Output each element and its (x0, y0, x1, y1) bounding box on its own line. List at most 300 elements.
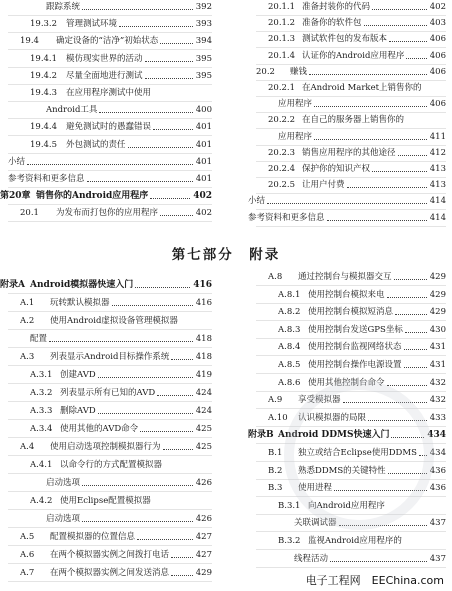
toc-entry-title: 跟踪系统 (46, 2, 81, 12)
row-divider (8, 347, 212, 348)
toc-entry-number: B.2 (268, 465, 283, 476)
toc-entry (30, 386, 212, 400)
toc-entry-title: 配置 (30, 334, 48, 344)
toc-entry-number: 20.2.3 (268, 147, 296, 158)
toc-entry-title: 启动选项 (46, 514, 81, 524)
toc-entry-page: 429 (429, 289, 446, 300)
toc-leader-dots (119, 17, 193, 27)
toc-entry-number: 19.4.5 (30, 139, 58, 150)
site-footer: 电子工程网 EEChina.com (305, 574, 444, 587)
toc-leader-dots (49, 332, 193, 342)
toc-entry-page: 413 (429, 164, 446, 174)
toc-leader-dots (406, 49, 427, 59)
toc-entry (278, 305, 446, 319)
toc-entry-number: A.8.5 (278, 360, 301, 370)
toc-entry-title: 独立或结合Eclipse使用DDMS (298, 448, 417, 458)
toc-leader-dots (163, 440, 193, 450)
toc-entry (30, 69, 212, 83)
toc-entry (20, 530, 212, 544)
toc-entry-page: 434 (429, 448, 446, 458)
row-divider (8, 419, 212, 420)
toc-entry-title: 在自己的服务器上销售你的 (302, 115, 405, 126)
toc-entry-number: A.7 (20, 568, 35, 578)
watermark-seal (284, 380, 434, 530)
toc-entry-title: 熟悉DDMS的关键特性 (298, 465, 386, 476)
toc-entry-title: 在Android Market上销售你的 (302, 83, 422, 93)
toc-leader-dots (395, 305, 427, 315)
toc-entry-title: 保护你的知识产权 (302, 164, 371, 174)
toc-entry-page: 402 (193, 191, 212, 202)
toc-leader-dots (387, 376, 427, 386)
toc-leader-dots (364, 16, 427, 26)
row-divider (8, 187, 212, 188)
toc-leader-dots (82, 512, 193, 522)
toc-entry-title: 避免测试时的愚蠢错误 (66, 122, 152, 133)
toc-entry (0, 189, 212, 203)
toc-entry-number: A.6 (20, 550, 35, 560)
toc-entry-page: 411 (429, 131, 446, 142)
toc-entry (268, 0, 446, 14)
toc-entry-number: A.3.4 (30, 424, 53, 434)
toc-entry-title: Android模拟器快速入门 (30, 280, 134, 290)
toc-entry-number: 19.3.2 (30, 19, 58, 30)
toc-entry-title: 使用控制台模拟来电 (308, 289, 385, 300)
toc-entry-title: 应用程序 (278, 99, 313, 110)
toc-entry-page: 436 (429, 483, 446, 494)
toc-entry-title: 删除AVD (60, 406, 96, 416)
toc-entry-title: 确定设备的“洁净”初始状态 (56, 36, 159, 47)
toc-entry (278, 358, 446, 372)
toc-entry-number: 小结 (8, 156, 26, 167)
toc-leader-dots (387, 288, 427, 298)
toc-leader-dots (82, 0, 193, 10)
toc-entry-title: 在两个模拟器实例之间拨打电话 (50, 550, 170, 560)
toc-entry-page: 429 (195, 568, 212, 578)
toc-entry (30, 138, 212, 152)
toc-entry (30, 404, 212, 418)
toc-leader-dots (153, 120, 193, 130)
toc-entry-title: 让用户付费 (302, 180, 345, 191)
toc-entry-title: 使用控制台监视网络状态 (308, 342, 402, 353)
row-divider (256, 549, 446, 550)
toc-leader-dots (99, 103, 193, 113)
toc-entry (278, 97, 446, 111)
row-divider (256, 303, 446, 304)
toc-entry-number: 参考资料和更多信息 (248, 212, 325, 223)
toc-entry-number: A.4.1 (30, 460, 53, 470)
toc-entry (268, 270, 446, 284)
toc-entry (46, 0, 212, 14)
toc-leader-dots (87, 172, 193, 182)
toc-entry-page: 414 (429, 212, 446, 223)
toc-leader-dots (135, 278, 190, 288)
toc-entry-title: 以命令行的方式配置模拟器 (60, 460, 163, 470)
toc-entry-title: 认证你的Android应用程序 (302, 50, 405, 61)
row-divider (8, 437, 212, 438)
toc-leader-dots (314, 97, 427, 107)
toc-entry-title: 使用进程 (298, 483, 333, 494)
row-divider (8, 101, 212, 102)
toc-entry-page: 437 (429, 553, 446, 564)
toc-entry (20, 34, 212, 48)
toc-entry-title: 使用启动选项控制模拟器行为 (50, 442, 161, 452)
toc-entry (30, 17, 212, 31)
toc-entry (20, 566, 212, 580)
toc-entry-number: A.4 (20, 442, 35, 452)
toc-entry-number: B.3.2 (278, 536, 301, 546)
toc-entry-page: 432 (429, 377, 446, 388)
toc-entry-page: 419 (195, 370, 212, 380)
toc-entry-number: 附录A (0, 280, 25, 290)
toc-leader-dots (150, 189, 190, 199)
toc-entry-number: 20.1.2 (268, 18, 296, 29)
toc-leader-dots (394, 270, 427, 280)
toc-leader-dots (405, 323, 427, 333)
toc-entry-page: 425 (195, 442, 212, 452)
toc-entry-title: 外包测试的责任 (66, 139, 126, 150)
toc-entry (8, 155, 212, 169)
toc-entry-number: A.5 (20, 532, 35, 542)
toc-entry (46, 476, 212, 490)
toc-entry-number: 第20章 (0, 191, 31, 202)
toc-entry-page: 416 (195, 298, 212, 308)
toc-entry-page: 394 (195, 36, 212, 47)
toc-leader-dots (145, 52, 193, 62)
toc-entry-page: 414 (429, 196, 446, 207)
toc-entry (30, 368, 212, 382)
toc-entry (20, 314, 212, 328)
toc-entry-page: 434 (427, 430, 446, 441)
toc-entry (46, 103, 212, 117)
toc-entry-title: 认识模拟器的局限 (298, 412, 367, 423)
toc-entry-title: 使用其他控制台命令 (308, 377, 385, 388)
toc-leader-dots (171, 350, 193, 360)
toc-entry-page: 401 (195, 174, 212, 184)
toc-entry-title: 监视Android应用程序的 (308, 536, 402, 546)
row-divider (8, 15, 212, 16)
row-divider (256, 567, 446, 568)
toc-entry-page: 406 (429, 66, 446, 77)
toc-entry-title: Android DDMS快速入门 (278, 430, 390, 441)
row-divider (256, 320, 446, 321)
toc-entry (278, 130, 446, 144)
toc-entry-page: 437 (429, 518, 446, 529)
row-divider (8, 49, 212, 50)
toc-entry (20, 206, 212, 220)
toc-entry (268, 113, 446, 127)
toc-entry-page: 395 (195, 70, 212, 81)
toc-leader-dots (372, 162, 427, 172)
toc-entry-number: A.9 (268, 395, 283, 406)
toc-entry-title: 在应用程序测试中使用 (66, 88, 152, 98)
toc-entry-number: A.3.1 (30, 370, 53, 380)
toc-entry-number: 附录B (248, 430, 274, 441)
toc-entry-number: 小结 (248, 196, 266, 207)
toc-entry (20, 548, 212, 562)
toc-leader-dots (267, 194, 427, 204)
toc-entry (20, 296, 212, 310)
toc-leader-dots (137, 530, 193, 540)
row-divider (8, 153, 212, 154)
row-divider (256, 373, 446, 374)
toc-entry-page: 418 (195, 352, 212, 362)
toc-entry-title: 使用Eclipse配置模拟器 (60, 496, 151, 506)
toc-leader-dots (160, 34, 193, 44)
toc-entry-number: 19.4.2 (30, 70, 58, 81)
toc-entry-number: A.8 (268, 272, 283, 282)
toc-entry-number: A.8.4 (278, 342, 301, 353)
toc-entry-title: 准备你的软件包 (302, 18, 362, 29)
row-divider (8, 329, 212, 330)
row-divider (8, 293, 212, 294)
toc-entry-number: 19.4.4 (30, 122, 58, 133)
toc-entry-number: A.3 (20, 352, 35, 362)
toc-entry-number: A.8.2 (278, 307, 301, 318)
toc-entry-page: 433 (429, 412, 446, 423)
toc-entry-title: 启动选项 (46, 478, 81, 488)
toc-entry-title: 使用控制台操作电源设置 (308, 360, 402, 370)
toc-entry-number: A.4.2 (30, 496, 53, 506)
toc-leader-dots (140, 422, 193, 432)
toc-entry (278, 534, 446, 548)
toc-entry-page: 424 (195, 406, 212, 416)
toc-entry-number: 参考资料和更多信息 (8, 174, 85, 184)
toc-entry-number: 20.2.2 (268, 115, 296, 126)
toc-entry-number: 20.1.1 (268, 2, 296, 12)
toc-entry (20, 350, 212, 364)
toc-entry (30, 458, 212, 472)
toc-leader-dots (327, 211, 427, 221)
toc-entry-page: 416 (193, 280, 212, 290)
toc-entry-number: A.2 (20, 316, 35, 326)
toc-leader-dots (157, 386, 193, 396)
toc-entry-page: 393 (195, 19, 212, 30)
toc-entry-page: 426 (195, 514, 212, 524)
toc-entry-page: 432 (429, 395, 446, 406)
toc-entry-page: 424 (195, 388, 212, 398)
toc-entry-page: 401 (195, 139, 212, 150)
toc-entry-title: Android工具 (46, 105, 98, 116)
toc-entry-title: 销售你的Android应用程序 (36, 191, 149, 202)
toc-leader-dots (128, 138, 193, 148)
toc-entry-title: 向Android应用程序 (308, 500, 385, 511)
row-divider (8, 365, 212, 366)
toc-entry-page: 406 (429, 34, 446, 45)
row-divider (8, 67, 212, 68)
toc-leader-dots (389, 32, 427, 42)
toc-leader-dots (171, 548, 193, 558)
toc-entry-title: 玩转默认模拟器 (50, 298, 110, 308)
toc-entry-page: 401 (195, 156, 212, 167)
row-divider (8, 491, 212, 492)
toc-entry-page: 412 (429, 147, 446, 158)
toc-entry-title: 在两个模拟器实例之间发送消息 (50, 568, 170, 578)
toc-entry-title: 通过控制台与模拟器交互 (298, 272, 392, 282)
toc-entry-number: 20.2.1 (268, 83, 296, 93)
row-divider (8, 221, 212, 222)
toc-entry (30, 52, 212, 66)
toc-entry (20, 440, 212, 454)
toc-leader-dots (330, 552, 427, 562)
toc-leader-dots (171, 566, 193, 576)
toc-leader-dots (309, 65, 427, 75)
toc-entry-page: 427 (195, 550, 212, 560)
part-seven-title: 第七部分 附录 (171, 247, 281, 263)
toc-entry-page: 403 (429, 18, 446, 29)
toc-entry-page: 402 (195, 208, 212, 219)
row-divider (8, 581, 212, 582)
toc-entry-number: 20.1 (20, 208, 39, 219)
toc-entry-number: 19.4.1 (30, 53, 58, 64)
row-divider (256, 355, 446, 356)
row-divider (8, 509, 212, 510)
toc-entry-number: B.3.1 (278, 500, 301, 511)
toc-entry (30, 422, 212, 436)
toc-entry-title: 模仿现实世界的活动 (66, 53, 143, 64)
toc-entry-page: 426 (195, 478, 212, 488)
toc-entry-number: 20.2 (256, 66, 275, 77)
toc-entry-title: 管理测试环境 (66, 19, 118, 30)
toc-entry-title: 尽量全面地进行测试 (66, 70, 143, 81)
toc-entry (30, 120, 212, 134)
toc-entry (0, 278, 212, 292)
toc-leader-dots (398, 146, 427, 156)
toc-entry-page: 431 (429, 342, 446, 353)
toc-entry-number: 20.2.5 (268, 180, 296, 191)
toc-entry-title: 赚钱 (290, 66, 308, 77)
toc-entry-title: 列表显示Android目标操作系统 (50, 352, 170, 362)
toc-entry (30, 332, 212, 346)
toc-entry-page: 425 (195, 424, 212, 434)
toc-entry-number: A.8.3 (278, 324, 301, 335)
toc-leader-dots (112, 296, 193, 306)
toc-entry-number: B.1 (268, 448, 283, 458)
toc-entry-page: 400 (195, 105, 212, 116)
toc-entry-page: 418 (195, 334, 212, 344)
toc-entry (268, 162, 446, 176)
toc-entry (268, 32, 446, 46)
toc-entry-number: 19.4.3 (30, 88, 58, 98)
row-divider (8, 401, 212, 402)
toc-entry-title: 准备封装你的代码 (302, 2, 371, 12)
toc-entry-title: 配置模拟器的位置信息 (50, 532, 136, 542)
toc-entry (294, 552, 446, 566)
toc-entry-number: A.3.2 (30, 388, 53, 398)
row-divider (256, 226, 446, 227)
toc-entry-number: A.1 (20, 298, 35, 308)
toc-entry (30, 494, 212, 508)
toc-leader-dots (145, 69, 193, 79)
toc-entry-number: 20.1.4 (268, 50, 296, 61)
row-divider (8, 383, 212, 384)
row-divider (8, 135, 212, 136)
toc-entry-title: 列表显示所有已知的AVD (60, 388, 156, 398)
toc-entry (268, 178, 446, 192)
toc-entry-page: 413 (429, 180, 446, 191)
toc-entry-title: 使用Android虚拟设备管理模拟器 (50, 316, 178, 326)
toc-leader-dots (98, 404, 193, 414)
toc-entry-number: A.8.6 (278, 377, 301, 388)
row-divider (8, 32, 212, 33)
toc-entry-number: A.8.1 (278, 289, 301, 300)
toc-entry-page: 406 (429, 99, 446, 110)
toc-entry-title: 为发布而打包你的应用程序 (56, 208, 159, 219)
row-divider (8, 563, 212, 564)
toc-entry-number: A.10 (268, 412, 288, 423)
toc-entry-title: 使用控制台模拟短消息 (308, 307, 394, 318)
toc-entry-title: 创建AVD (60, 370, 96, 380)
toc-entry-number: 20.2.4 (268, 164, 296, 174)
toc-entry-title: 销售应用程序的其他途径 (302, 147, 396, 158)
row-divider (8, 473, 212, 474)
row-divider (256, 338, 446, 339)
toc-entry (268, 49, 446, 63)
toc-leader-dots (404, 358, 427, 368)
toc-entry-title: 使用控制台发送GPS坐标 (308, 324, 403, 335)
toc-entry (278, 340, 446, 354)
toc-leader-dots (82, 476, 193, 486)
toc-entry-title: 享受模拟器 (298, 395, 341, 406)
toc-leader-dots (27, 155, 193, 165)
toc-entry-title: 线程活动 (294, 553, 329, 564)
row-divider (8, 84, 212, 85)
toc-entry (248, 211, 446, 225)
toc-leader-dots (314, 130, 427, 140)
row-divider (256, 285, 446, 286)
toc-entry (30, 86, 212, 100)
toc-entry-title: 使用其他的AVD命令 (60, 424, 139, 434)
toc-leader-dots (372, 0, 427, 10)
toc-entry (278, 288, 446, 302)
toc-entry-title: 应用程序 (278, 131, 313, 142)
toc-entry-page: 430 (429, 324, 446, 335)
toc-entry-page: 406 (429, 50, 446, 61)
toc-entry (278, 323, 446, 337)
row-divider (8, 118, 212, 119)
toc-entry-page: 401 (195, 122, 212, 133)
toc-entry-page: 429 (429, 272, 446, 282)
row-divider (8, 545, 212, 546)
toc-entry-page: 427 (195, 532, 212, 542)
toc-entry (268, 146, 446, 160)
toc-entry (46, 512, 212, 526)
toc-entry-number: 20.1.3 (268, 34, 296, 45)
row-divider (256, 531, 446, 532)
row-divider (8, 170, 212, 171)
row-divider (8, 204, 212, 205)
toc-entry-page: 436 (429, 465, 446, 476)
toc-entry-page: 429 (429, 307, 446, 318)
row-divider (8, 455, 212, 456)
toc-entry-page: 402 (429, 2, 446, 12)
toc-leader-dots (347, 178, 427, 188)
toc-entry (268, 81, 446, 95)
toc-entry-number: A.3.3 (30, 406, 53, 416)
toc-entry (268, 16, 446, 30)
row-divider (8, 311, 212, 312)
toc-entry-page: 431 (429, 360, 446, 370)
toc-entry-page: 392 (195, 2, 212, 12)
toc-entry-title: 测试软件包的发布版本 (302, 34, 388, 45)
toc-entry (8, 172, 212, 186)
toc-leader-dots (160, 206, 193, 216)
toc-entry (256, 65, 446, 79)
toc-leader-dots (98, 368, 193, 378)
toc-entry (248, 194, 446, 208)
toc-entry-title: 关联调试器 (294, 518, 337, 529)
toc-leader-dots (404, 340, 427, 350)
row-divider (8, 527, 212, 528)
